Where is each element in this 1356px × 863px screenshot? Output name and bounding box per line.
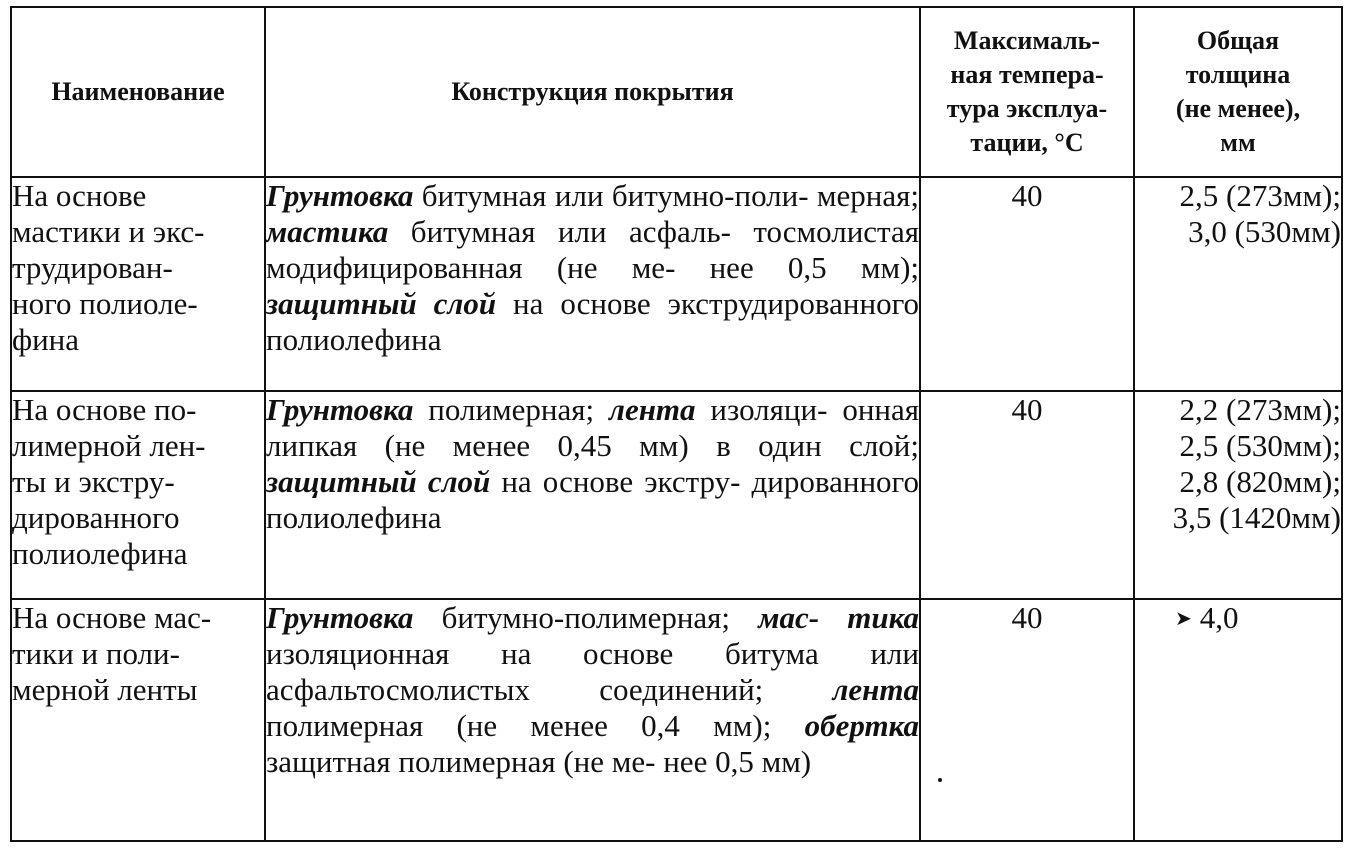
construction-text: онная липкая (не менее 0,45 мм) в один [266, 392, 920, 463]
construction-text: полимерная (не менее 0,4 мм); [266, 708, 772, 743]
material-term: защитный слой [266, 464, 491, 499]
name-line: мастики и экс- [12, 214, 205, 249]
cell-thickness [1134, 599, 1342, 841]
material-term: мастика [266, 214, 389, 249]
thickness-value: 4,0 [1199, 600, 1239, 635]
table-row [11, 599, 1342, 841]
table-row [11, 391, 1342, 599]
construction-text: битумная или битумно-поли- [413, 178, 809, 213]
header-construction: Конструкция покрытия [265, 7, 920, 177]
thickness-value: 2,5 (530мм); [1179, 428, 1341, 463]
name-line: фина [12, 322, 80, 357]
material-term: обертка [804, 708, 919, 743]
table-row [11, 177, 1342, 391]
cell-construction [265, 599, 920, 841]
material-term: Грунтовка [266, 178, 414, 213]
thickness-value: 2,5 (273мм); [1179, 178, 1341, 213]
name-line: На основе по- [12, 392, 197, 427]
construction-text: слой; [849, 428, 920, 463]
name-line: ты и экстру- [12, 464, 175, 499]
name-line: трудирован- [12, 250, 173, 285]
cell-name [11, 177, 265, 391]
name-line: На основе мас- [12, 600, 212, 635]
construction-text: на основе экстру- [490, 464, 741, 499]
construction-text: нее 0,5 мм); [709, 250, 920, 285]
thickness-value: 3,0 (530мм) [1188, 214, 1341, 249]
thickness-value: 2,8 (820мм); [1179, 464, 1341, 499]
material-term: тика [847, 600, 920, 635]
name-line: полиолефина [12, 536, 188, 571]
construction-text: битумно-полимерная; [413, 600, 759, 635]
construction-text: или асфальтосмолистых соединений; [266, 636, 919, 707]
cell-thickness [1134, 391, 1342, 599]
scan-speck [938, 778, 942, 782]
header-row [11, 7, 1342, 177]
header-name: Наименование [11, 7, 265, 177]
construction-text: дированного полиолефина [266, 464, 920, 535]
cell-temperature: 40 [920, 177, 1134, 391]
cell-temperature: 40 [920, 599, 1134, 841]
construction-text: тосмолистая модифицированная (не ме- [266, 214, 919, 285]
cell-temperature: 40 [920, 391, 1134, 599]
cell-name [11, 391, 265, 599]
header-thickness-line: Общая [1196, 26, 1280, 55]
construction-text: изоляци- [695, 392, 828, 427]
name-line: ного полиоле- [12, 286, 198, 321]
pointer-arrow-icon: ➤ [1175, 608, 1192, 630]
material-term: лента [832, 672, 919, 707]
header-temperature-line: ная темпера- [950, 60, 1104, 89]
material-term: лента [609, 392, 696, 427]
header-thickness-line: толщина [1185, 60, 1291, 89]
construction-text: изоляционная на основе битума [266, 636, 819, 671]
construction-text: мерная; [816, 178, 919, 213]
material-term: Грунтовка [266, 600, 414, 635]
header-temperature [920, 7, 1134, 177]
construction-text: нее 0,5 мм) [663, 744, 812, 779]
name-line: тики и поли- [12, 636, 180, 671]
name-line: лимерной лен- [12, 428, 206, 463]
header-thickness-line: мм [1220, 128, 1256, 157]
material-term: мас- [758, 600, 820, 635]
name-line: дированного [12, 500, 180, 535]
material-term: Грунтовка [266, 392, 414, 427]
name-line: На основе [12, 178, 147, 213]
material-term: защитный слой [266, 286, 497, 321]
construction-text: полимерная; [413, 392, 610, 427]
header-temperature-line: тура эксплуа- [946, 94, 1108, 123]
header-temperature-line: Максималь- [953, 26, 1101, 55]
header-thickness-line: (не менее), [1175, 94, 1301, 123]
construction-text: битумная или асфаль- [388, 214, 731, 249]
cell-construction [265, 391, 920, 599]
header-thickness [1134, 7, 1342, 177]
cell-thickness [1134, 177, 1342, 391]
construction-text: защитная полимерная (не ме- [266, 744, 656, 779]
header-temperature-line: тации, °С [970, 128, 1084, 157]
cell-construction [265, 177, 920, 391]
construction-text: экструдированного полиолефина [266, 286, 920, 357]
thickness-value: 2,2 (273мм); [1179, 392, 1341, 427]
cell-name [11, 599, 265, 841]
coating-spec-table [10, 6, 1343, 842]
name-line: мерной ленты [12, 672, 198, 707]
thickness-value: 3,5 (1420мм) [1172, 500, 1341, 535]
construction-text: на основе [496, 286, 651, 321]
